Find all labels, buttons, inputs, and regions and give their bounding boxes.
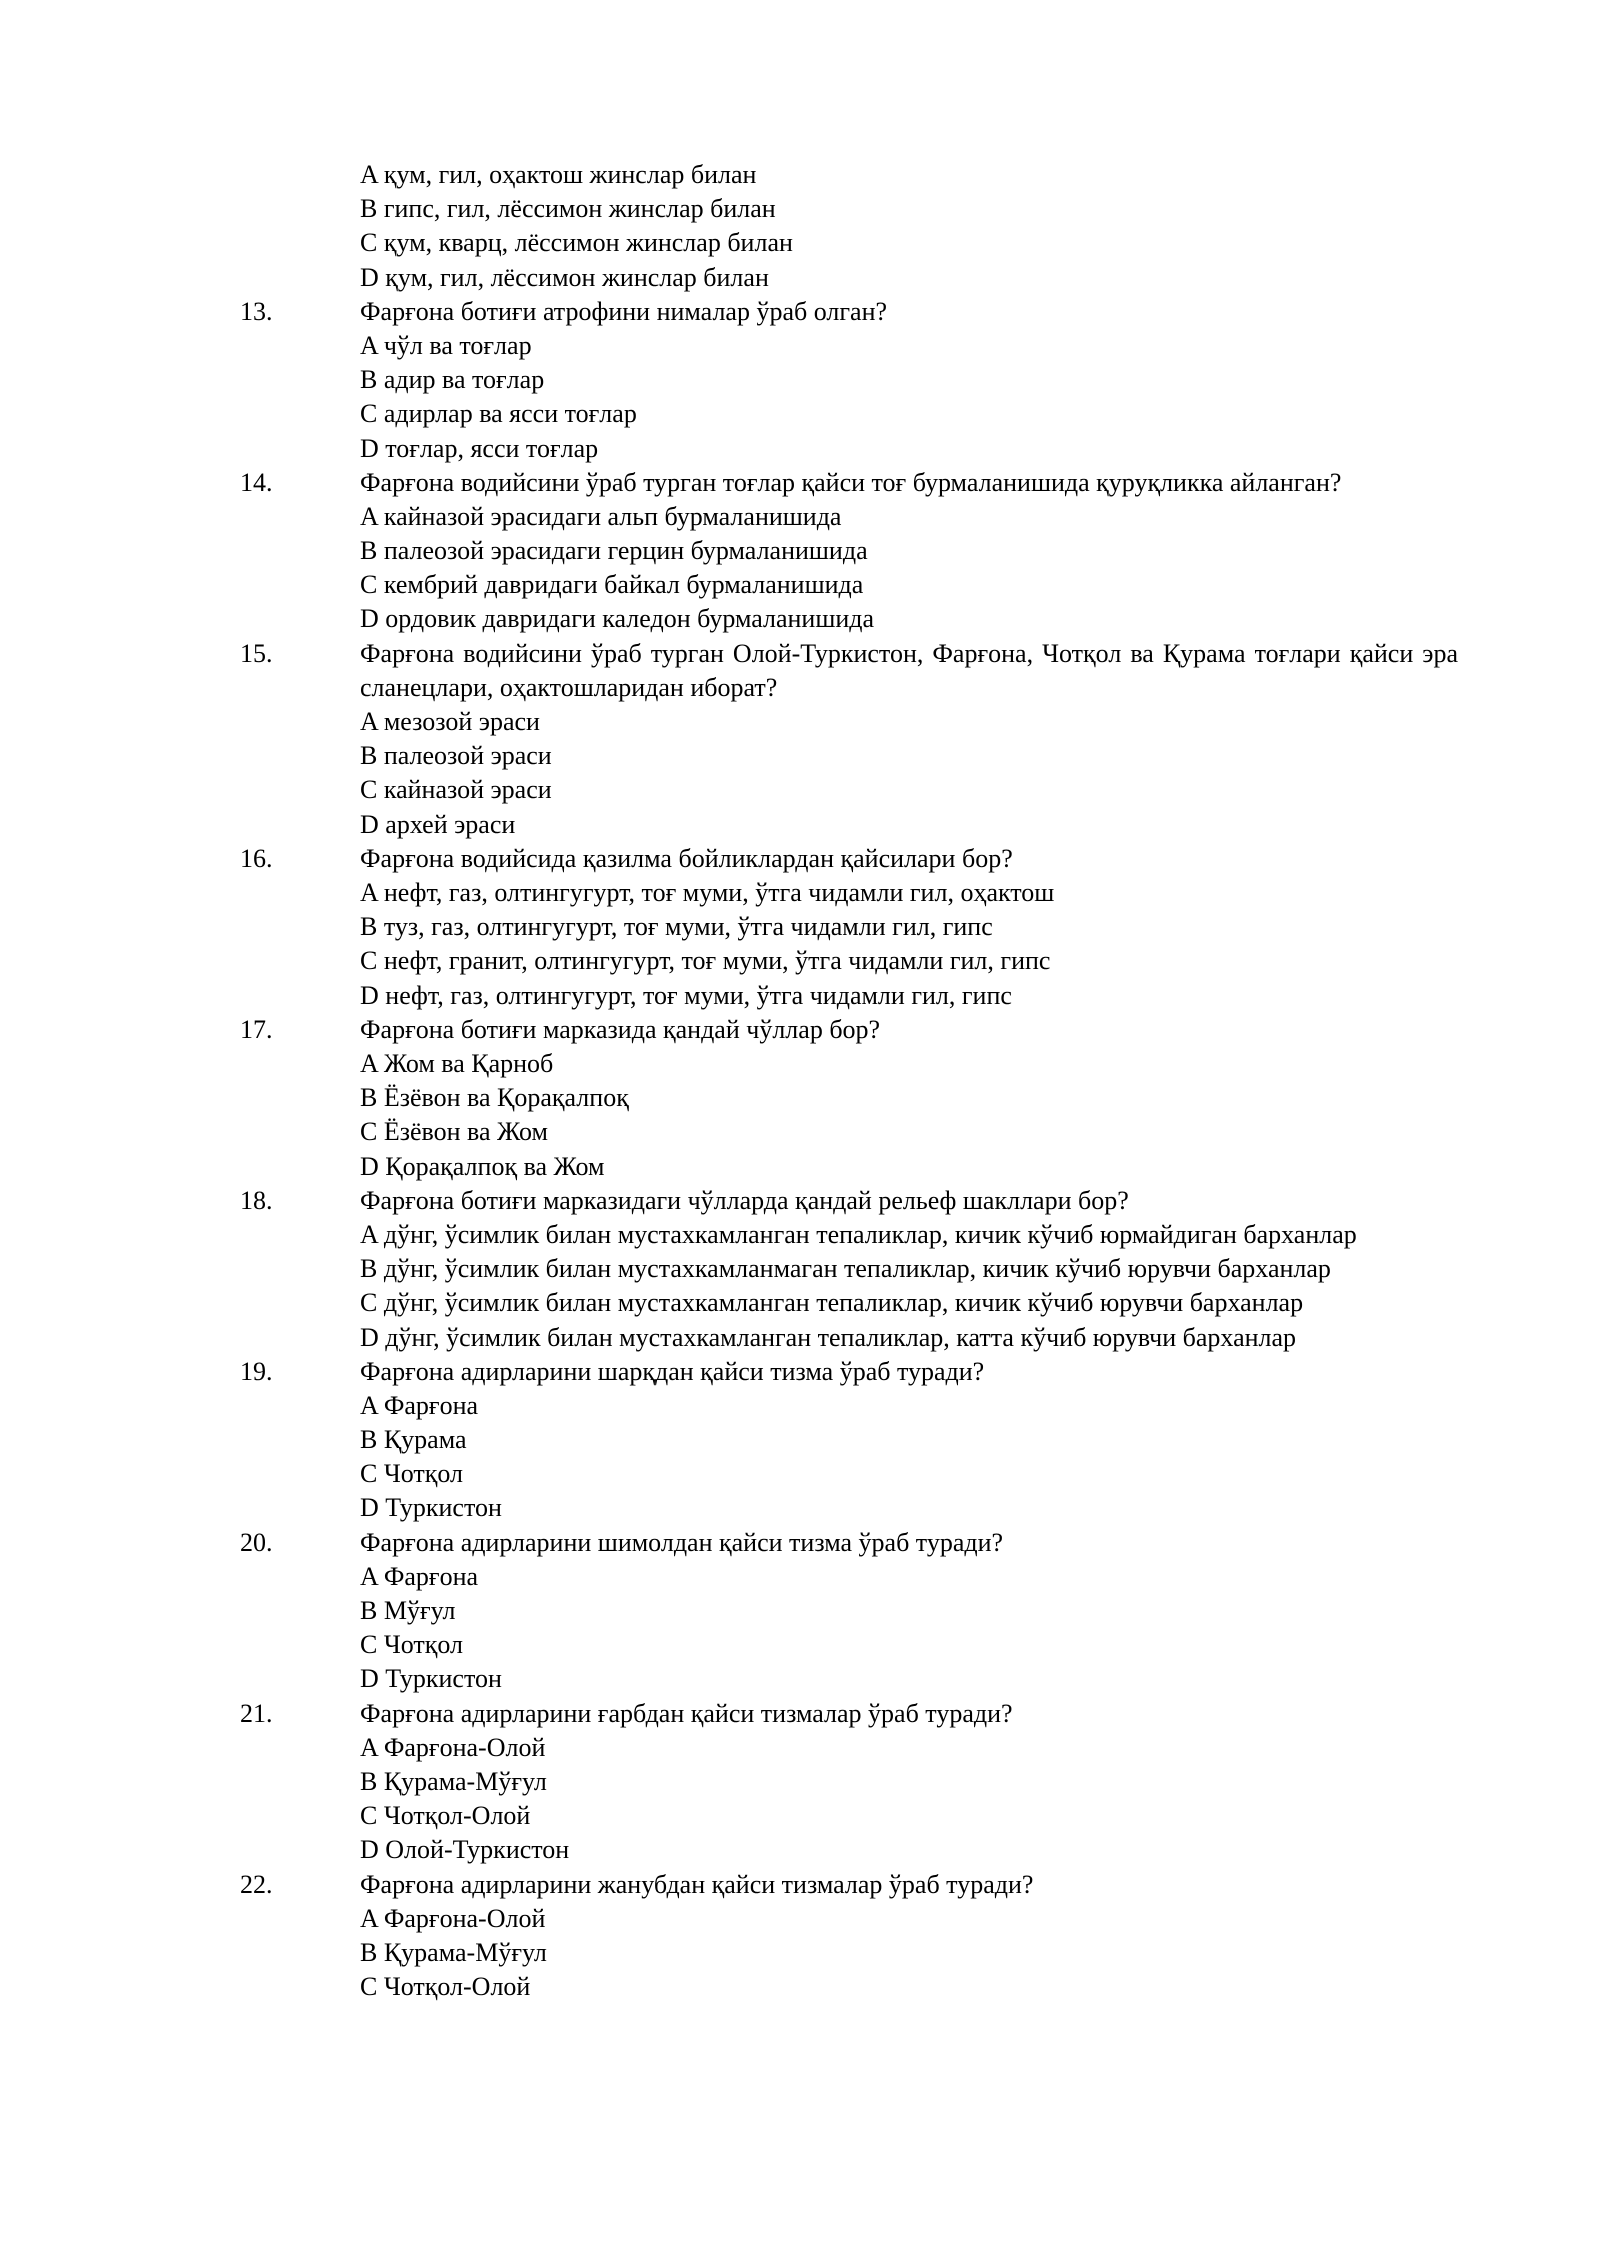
answer-option: B адир ва тоғлар (360, 365, 545, 395)
question-number: 21. (240, 1698, 273, 1728)
question-number: 16. (240, 843, 273, 873)
answer-option: B Ёзёвон ва Қорақалпоқ (360, 1083, 629, 1113)
question-number: 17. (240, 1014, 273, 1044)
question-17 (0, 1013, 1600, 1184)
question-13 (0, 295, 1600, 466)
question-16 (0, 842, 1600, 1013)
answer-option: C адирлар ва ясси тоғлар (360, 399, 637, 429)
answer-option: B Қурама (360, 1425, 467, 1455)
question-text: Фарғона ботиғи атрофини нималар ўраб олган? (360, 296, 888, 326)
answer-option: A дўнг, ўсимлик билан мустахкамланган тепаликлар, кичик кўчиб юрмайдиган барханлар (360, 1219, 1357, 1249)
question-19 (0, 1355, 1600, 1526)
answer-option: D тоғлар, ясси тоғлар (360, 433, 599, 463)
answer-option: B Қурама-Мўғул (360, 1937, 547, 1967)
answer-option: A кайназой эрасидаги альп бурмаланишида (360, 501, 842, 531)
answer-option: A Фарғона (360, 1561, 479, 1591)
answer-option: C кембрий давридаги байкал бурмаланишида (360, 570, 864, 600)
question-text: Фарғона ботиғи марказидаги чўлларда қандай рельеф шакллари бор? (360, 1185, 1129, 1215)
answer-option: C Чотқол (360, 1630, 464, 1660)
answer-option: D Олой-Туркистон (360, 1835, 570, 1865)
answer-option: D Қорақалпоқ ва Жом (360, 1151, 605, 1181)
answer-option: B туз, газ, олтингугурт, тоғ муми, ўтга чидамли гил, гипс (360, 912, 993, 942)
answer-option: D Туркистон (360, 1493, 502, 1523)
question-text: Фарғона водийсида қазилма бойликлардан қайсилари бор? (360, 843, 1013, 873)
question-text: Фарғона водийсини ўраб турган Олой-Туркистон, Фарғона, Чотқол ва Қурама тоғлари қайси эра сланецлари, оҳактошларидан иборат? (360, 638, 1458, 702)
answer-option: B Мўғул (360, 1596, 456, 1626)
answer-option: C дўнг, ўсимлик билан мустахкамланган тепаликлар, кичик кўчиб юрувчи барханлар (360, 1288, 1304, 1318)
answer-option: D дўнг, ўсимлик билан мустахкамланган тепаликлар, катта кўчиб юрувчи барханлар (360, 1322, 1297, 1352)
answer-option: A қум, гил, оҳактош жинслар билан (360, 160, 757, 189)
answer-option: D архей эраси (360, 809, 516, 839)
question-number: 22. (240, 1869, 273, 1899)
answer-option: D ордовик давридаги каледон бурмаланишида (360, 604, 875, 634)
question-text: Фарғона адирларини жанубдан қайси тизмалар ўраб туради? (360, 1869, 1034, 1899)
answer-option: D Туркистон (360, 1664, 502, 1694)
question-number: 18. (240, 1185, 273, 1215)
question-text: Фарғона водийсини ўраб турган тоғлар қайси тоғ бурмаланишида қуруқликка айланган? (360, 467, 1342, 497)
question-22 (0, 1868, 1600, 2005)
answer-option: B палеозой эрасидаги герцин бурмаланишида (360, 536, 868, 566)
intro-options (0, 158, 1600, 295)
answer-option: A нефт, газ, олтингугурт, тоғ муми, ўтга чидамли гил, оҳактош (360, 878, 1055, 908)
question-text: Фарғона адирларини ғарбдан қайси тизмалар ўраб туради? (360, 1698, 1013, 1728)
question-number: 19. (240, 1356, 273, 1386)
answer-option: B палеозой эраси (360, 741, 552, 771)
answer-option: C нефт, гранит, олтингугурт, тоғ муми, ўтга чидамли гил, гипс (360, 946, 1051, 976)
answer-option: A Фарғона-Олой (360, 1903, 546, 1933)
question-number: 14. (240, 467, 273, 497)
answer-option: A чўл ва тоғлар (360, 330, 532, 360)
answer-option: C Чотқол-Олой (360, 1801, 531, 1831)
answer-option: B Қурама-Мўғул (360, 1767, 547, 1796)
answer-option: B гипс, гил, лёссимон жинслар билан (360, 194, 776, 224)
question-20 (0, 1526, 1600, 1697)
question-18 (0, 1184, 1600, 1355)
answer-option: A мезозой эраси (360, 707, 540, 737)
answer-option: D нефт, газ, олтингугурт, тоғ муми, ўтга чидамли гил, гипс (360, 980, 1012, 1010)
answer-option: C Ёзёвон ва Жом (360, 1117, 548, 1147)
question-text: Фарғона адирларини шимолдан қайси тизма ўраб туради? (360, 1527, 1004, 1557)
question-number: 15. (240, 638, 273, 668)
answer-option: D қум, гил, лёссимон жинслар билан (360, 262, 769, 292)
answer-option: A Фарғона (360, 1390, 479, 1420)
answer-option: C кайназой эраси (360, 775, 552, 805)
question-number: 20. (240, 1527, 273, 1557)
question-text: Фарғона ботиғи марказида қандай чўллар бор? (360, 1014, 881, 1044)
question-number: 13. (240, 296, 273, 326)
answer-option: A Жом ва Қарноб (360, 1048, 554, 1078)
answer-option: C Чотқол (360, 1459, 464, 1489)
question-21 (0, 1697, 1600, 1868)
question-text: Фарғона адирларини шарқдан қайси тизма ўраб туради? (360, 1356, 985, 1386)
question-15 (0, 637, 1600, 842)
answer-option: A Фарғона-Олой (360, 1732, 546, 1762)
answer-option: C Чотқол-Олой (360, 1972, 531, 2002)
question-14 (0, 466, 1600, 637)
answer-option: B дўнг, ўсимлик билан мустахкамланмаган тепаликлар, кичик кўчиб юрувчи барханлар (360, 1254, 1331, 1284)
answer-option: C қум, кварц, лёссимон жинслар билан (360, 228, 793, 258)
document-page (0, 158, 1600, 2004)
